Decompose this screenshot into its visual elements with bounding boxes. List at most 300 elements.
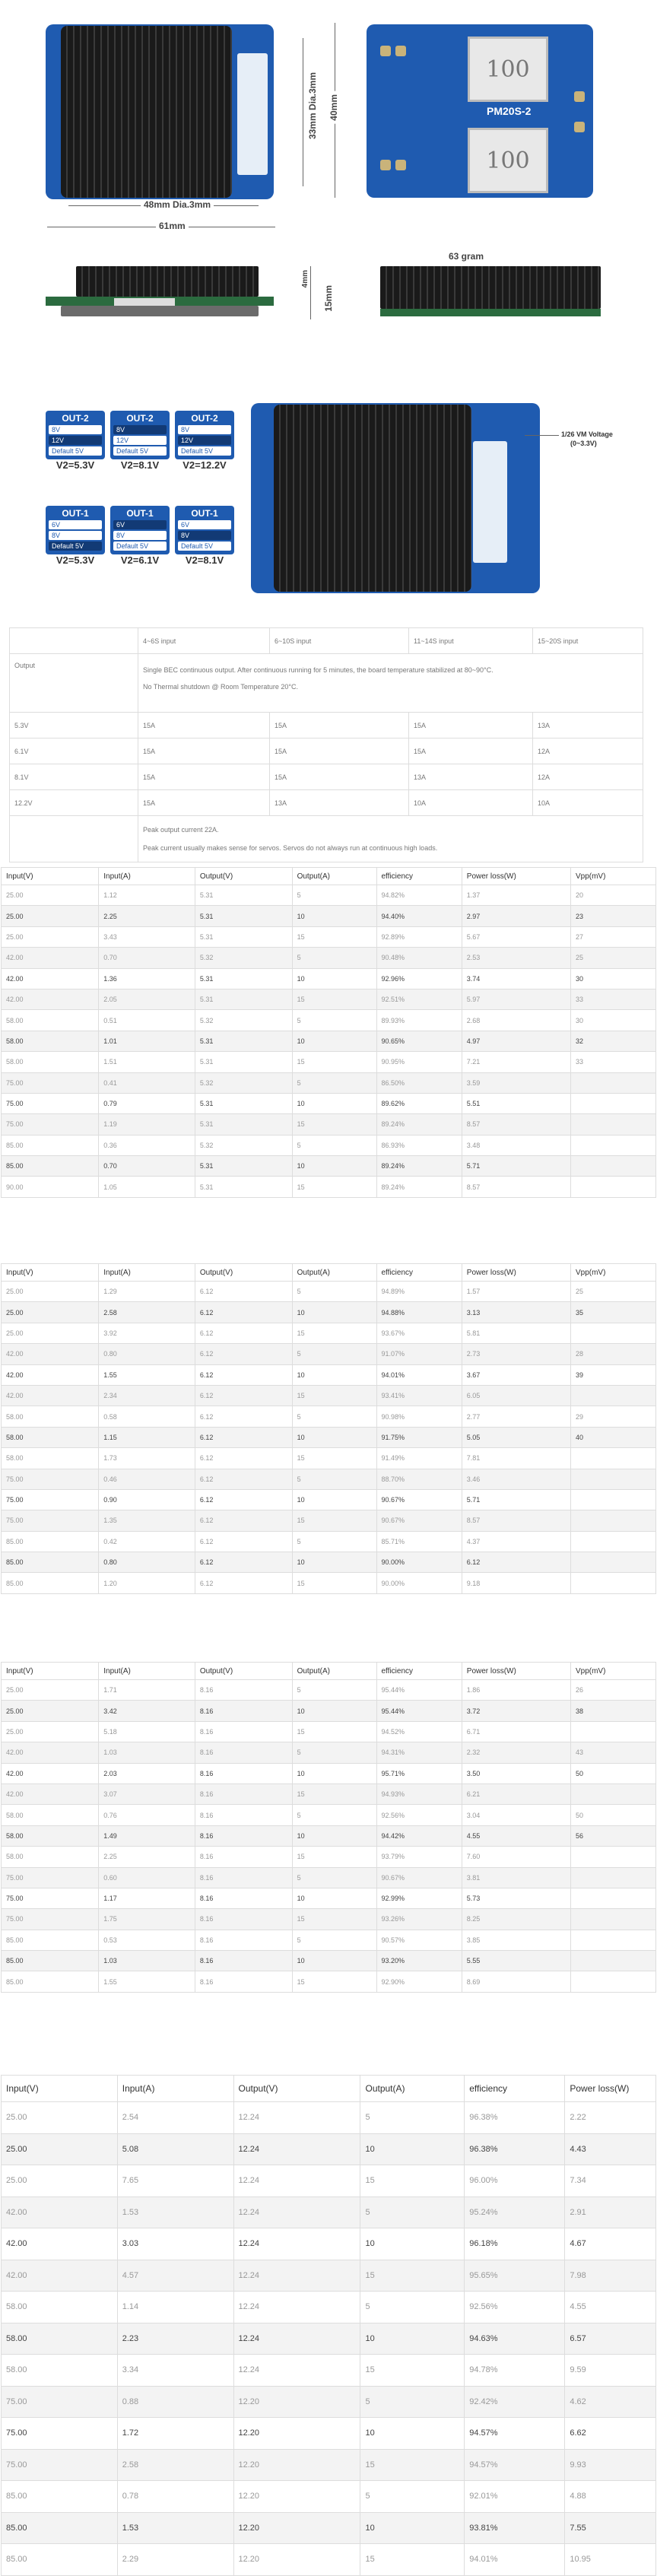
jumper-4: OUT-1 6V 8V Default 5V V2=6.1V [110, 506, 170, 566]
table-cell: 58.00 [2, 1052, 99, 1072]
table-cell: 6.12 [195, 1531, 292, 1552]
table-cell: 15 [360, 2544, 465, 2576]
table-cell: 4.55 [462, 1825, 570, 1846]
table-cell: 3.85 [462, 1930, 570, 1950]
efficiency-table-1 [1, 867, 656, 1198]
table-cell: 33 [570, 989, 655, 1009]
table-cell: 5 [360, 2196, 465, 2228]
table-cell: 2.32 [462, 1742, 570, 1763]
column-header: Power loss(W) [565, 2076, 656, 2102]
table-cell: 6.21 [462, 1784, 570, 1804]
table-cell: 92.51% [376, 989, 462, 1009]
table-cell: 94.40% [376, 906, 462, 926]
table-cell: 15 [292, 1448, 376, 1469]
table-cell: 5 [292, 1406, 376, 1427]
table-cell: 95.71% [376, 1763, 462, 1784]
table-cell: 12.24 [233, 2133, 360, 2165]
table-cell: 5.18 [99, 1721, 195, 1742]
column-header: Input(A) [99, 1264, 195, 1282]
table-cell: 8.16 [195, 1721, 292, 1742]
table-cell: 15 [360, 2449, 465, 2481]
table-row [2, 1323, 656, 1343]
table-cell: 91.75% [376, 1427, 462, 1447]
table-cell: 29 [570, 1406, 655, 1427]
column-header: Power loss(W) [462, 1264, 570, 1282]
table-cell: 42.00 [2, 2228, 118, 2260]
table-cell: 9.93 [565, 2449, 656, 2481]
table-row [2, 1721, 656, 1742]
column-header: efficiency [376, 1663, 462, 1680]
column-header: Input(V) [2, 868, 99, 885]
table-row [2, 1552, 656, 1573]
table-cell: 25.00 [2, 1282, 99, 1302]
table-cell: 42.00 [2, 948, 99, 968]
table-cell: 58.00 [2, 1406, 99, 1427]
table-cell: 58.00 [2, 2355, 118, 2387]
column-header: Output(A) [292, 1663, 376, 1680]
table-cell [570, 1323, 655, 1343]
table-cell: 42.00 [2, 2260, 118, 2292]
table-cell: 10 [292, 1427, 376, 1447]
column-header: Output(A) [292, 1264, 376, 1282]
table-row [2, 1930, 656, 1950]
table-row [2, 1805, 656, 1825]
table-cell: 8.16 [195, 1784, 292, 1804]
table-cell: 42.00 [2, 1364, 99, 1385]
table-cell: 3.13 [462, 1302, 570, 1323]
column-header: Input(V) [2, 2076, 118, 2102]
table-cell: 85.00 [2, 2544, 118, 2576]
table-cell: 85.00 [2, 2512, 118, 2544]
table-cell: 6.12 [195, 1323, 292, 1343]
table-cell: 1.35 [99, 1510, 195, 1531]
table-cell [570, 1093, 655, 1113]
table-cell: 3.74 [462, 968, 570, 989]
table-cell: 15 [292, 1573, 376, 1593]
table-cell: 12.24 [233, 2196, 360, 2228]
table-cell: 2.34 [99, 1385, 195, 1406]
table-cell [570, 1177, 655, 1197]
table-row [2, 1951, 656, 1971]
table-cell: 8.16 [195, 1701, 292, 1721]
table-cell: 93.79% [376, 1847, 462, 1867]
table-row [2, 1177, 656, 1197]
table-cell: 42.00 [2, 989, 99, 1009]
table-cell: 15 [292, 1510, 376, 1531]
table-cell: 35 [570, 1302, 655, 1323]
table-cell: 10 [292, 1031, 376, 1051]
table-cell: 95.44% [376, 1701, 462, 1721]
table-cell: 5.55 [462, 1951, 570, 1971]
table-cell [570, 1114, 655, 1135]
table-cell: 5.32 [195, 1135, 292, 1155]
table-cell: 1.53 [117, 2512, 233, 2544]
table-cell: 12.24 [233, 2228, 360, 2260]
heatsink-large [274, 405, 471, 592]
table-cell: 90.95% [376, 1052, 462, 1072]
table-row [2, 1052, 656, 1072]
table-row [2, 1114, 656, 1135]
table-cell: 3.03 [117, 2228, 233, 2260]
table-cell: 90.00% [376, 1552, 462, 1573]
table-cell: 5 [292, 1805, 376, 1825]
table-cell: 8.16 [195, 1680, 292, 1701]
table-cell: 3.59 [462, 1072, 570, 1093]
table-cell: 85.00 [2, 1531, 99, 1552]
table-row [2, 1427, 656, 1447]
column-header: Vpp(mV) [570, 1264, 655, 1282]
table-cell: 5.31 [195, 1114, 292, 1135]
table-cell: 10 [292, 906, 376, 926]
table-cell: 1.57 [462, 1282, 570, 1302]
table-cell: 5.31 [195, 926, 292, 947]
table-cell: 0.80 [99, 1552, 195, 1573]
table-cell: 2.77 [462, 1406, 570, 1427]
choke-bottom: 100 [468, 128, 548, 193]
table-row [2, 2449, 656, 2481]
column-header: Input(V) [2, 1663, 99, 1680]
table-cell: 40 [570, 1427, 655, 1447]
table-cell: 85.71% [376, 1531, 462, 1552]
table-cell: 94.57% [465, 2449, 565, 2481]
table-cell: 0.42 [99, 1531, 195, 1552]
board-side-view-left [46, 266, 274, 319]
table-cell: 5.32 [195, 1010, 292, 1031]
table-cell: 95.65% [465, 2260, 565, 2292]
table-cell: 2.97 [462, 906, 570, 926]
table-cell: 0.78 [117, 2481, 233, 2513]
table-row [2, 1031, 656, 1051]
table-cell: 94.31% [376, 1742, 462, 1763]
table-cell: 8.16 [195, 1742, 292, 1763]
table-cell: 8.57 [462, 1177, 570, 1197]
table-cell: 6.12 [195, 1510, 292, 1531]
table-cell [570, 1951, 655, 1971]
table-cell: 25.00 [2, 1323, 99, 1343]
table-cell: 58.00 [2, 2292, 118, 2323]
table-cell: 5.31 [195, 1093, 292, 1113]
jumper-2: OUT-2 8V 12V Default 5V V2=12.2V [175, 411, 234, 471]
table-cell: 91.49% [376, 1448, 462, 1469]
table-cell: 5.31 [195, 885, 292, 906]
table-cell: 10 [292, 968, 376, 989]
table-header-row [2, 1663, 656, 1680]
dim-height-outer: 40mm [328, 91, 339, 124]
table-cell: 42.00 [2, 1784, 99, 1804]
table-cell: 0.70 [99, 1156, 195, 1177]
column-header: Output(V) [195, 868, 292, 885]
table-row [2, 2481, 656, 2513]
table-cell: 30 [570, 968, 655, 989]
table-cell: 0.36 [99, 1135, 195, 1155]
table-cell: 2.58 [99, 1302, 195, 1323]
table-cell: 2.05 [99, 989, 195, 1009]
table-cell: 9.59 [565, 2355, 656, 2387]
table-cell: 10 [360, 2323, 465, 2355]
table-row [2, 1364, 656, 1385]
table-cell: 6.71 [462, 1721, 570, 1742]
table-cell [570, 1909, 655, 1930]
table-cell: 0.90 [99, 1489, 195, 1510]
table-cell: 10 [292, 1302, 376, 1323]
table-cell: 5.32 [195, 1072, 292, 1093]
table-row [2, 1282, 656, 1302]
table-row [2, 1469, 656, 1489]
table-cell: 5.71 [462, 1489, 570, 1510]
table-cell: 7.34 [565, 2165, 656, 2197]
table-row [2, 2544, 656, 2576]
table-cell: 3.72 [462, 1701, 570, 1721]
table-cell: 92.01% [465, 2481, 565, 2513]
table-row [2, 1784, 656, 1804]
table-cell: 0.70 [99, 948, 195, 968]
table-cell: 92.56% [376, 1805, 462, 1825]
column-header: Input(A) [99, 868, 195, 885]
table-cell: 5.73 [462, 1888, 570, 1908]
table-cell: 25.00 [2, 1680, 99, 1701]
table-cell: 0.60 [99, 1867, 195, 1888]
table-cell: 6.12 [195, 1448, 292, 1469]
table-cell: 75.00 [2, 1489, 99, 1510]
table-row [2, 2418, 656, 2450]
table-cell: 15 [360, 2165, 465, 2197]
table-row [2, 1909, 656, 1930]
table-cell: 1.01 [99, 1031, 195, 1051]
table-cell: 10 [292, 1825, 376, 1846]
table-cell: 12.24 [233, 2355, 360, 2387]
table-cell: 2.53 [462, 948, 570, 968]
table-cell: 85.00 [2, 1951, 99, 1971]
table-cell: 93.67% [376, 1323, 462, 1343]
table-cell: 75.00 [2, 1867, 99, 1888]
table-cell: 89.24% [376, 1156, 462, 1177]
table-cell: 1.20 [99, 1573, 195, 1593]
table-cell: 75.00 [2, 2449, 118, 2481]
table-cell: 86.93% [376, 1135, 462, 1155]
table-cell [570, 1721, 655, 1742]
table-cell: 12.20 [233, 2544, 360, 2576]
table-cell: 15 [292, 1323, 376, 1343]
weight-label: 63 gram [449, 251, 484, 262]
table-cell: 5.81 [462, 1323, 570, 1343]
table-cell: 10 [360, 2228, 465, 2260]
table-cell: 90.67% [376, 1489, 462, 1510]
table-cell: 1.75 [99, 1909, 195, 1930]
table-cell: 3.48 [462, 1135, 570, 1155]
table-cell: 6.12 [195, 1282, 292, 1302]
table-cell: 1.73 [99, 1448, 195, 1469]
table-row [2, 1531, 656, 1552]
column-header: Input(A) [117, 2076, 233, 2102]
table-cell: 4.43 [565, 2133, 656, 2165]
table-cell: 27 [570, 926, 655, 947]
table-row [2, 926, 656, 947]
table-cell: 1.03 [99, 1951, 195, 1971]
table-cell: 9.18 [462, 1573, 570, 1593]
table-cell: 15 [292, 1114, 376, 1135]
jumper-3: OUT-1 6V 8V Default 5V V2=5.3V [46, 506, 105, 566]
table-cell: 6.12 [195, 1364, 292, 1385]
table-cell: 3.46 [462, 1469, 570, 1489]
table-cell: 5 [292, 1010, 376, 1031]
dim-width-inner: 48mm Dia.3mm [141, 199, 214, 210]
table-cell: 92.42% [465, 2386, 565, 2418]
table-row [2, 1680, 656, 1701]
table-cell: 0.51 [99, 1010, 195, 1031]
table-cell: 15 [292, 1721, 376, 1742]
efficiency-table-2 [1, 1263, 656, 1594]
table-cell [570, 1867, 655, 1888]
table-cell: 10 [360, 2512, 465, 2544]
table-cell [570, 1072, 655, 1093]
table-row [2, 2292, 656, 2323]
table-cell: 5 [292, 1072, 376, 1093]
table-cell: 92.89% [376, 926, 462, 947]
table-cell: 58.00 [2, 1805, 99, 1825]
table-cell: 8.16 [195, 1909, 292, 1930]
table-cell: 5.31 [195, 1156, 292, 1177]
table-cell: 96.18% [465, 2228, 565, 2260]
table-cell: 8.16 [195, 1930, 292, 1950]
table-cell: 5 [292, 948, 376, 968]
table-cell: 85.00 [2, 1135, 99, 1155]
table-cell: 2.91 [565, 2196, 656, 2228]
table-cell: 75.00 [2, 1469, 99, 1489]
table-cell: 1.12 [99, 885, 195, 906]
table-cell: 12.24 [233, 2292, 360, 2323]
table-cell: 90.67% [376, 1867, 462, 1888]
table-cell: 2.73 [462, 1344, 570, 1364]
table-cell: 5 [360, 2292, 465, 2323]
table-cell: 25 [570, 948, 655, 968]
table-cell: 58.00 [2, 1825, 99, 1846]
table-row [2, 1010, 656, 1031]
table-cell: 10 [292, 1156, 376, 1177]
table-cell: 1.15 [99, 1427, 195, 1447]
table-cell: 6.12 [462, 1552, 570, 1573]
table-cell: 5.51 [462, 1093, 570, 1113]
table-cell: 58.00 [2, 1847, 99, 1867]
table-cell: 75.00 [2, 2386, 118, 2418]
dim-width-outer: 61mm [156, 221, 189, 231]
table-cell: 8.57 [462, 1114, 570, 1135]
table-cell: 90.00% [376, 1573, 462, 1593]
table-row [2, 1763, 656, 1784]
table-header-row [2, 2076, 656, 2102]
label-strip-large [473, 441, 507, 563]
table-cell: 93.81% [465, 2512, 565, 2544]
table-cell: 5 [292, 1531, 376, 1552]
table-cell: 7.55 [565, 2512, 656, 2544]
table-cell: 6.12 [195, 1573, 292, 1593]
table-cell: 85.00 [2, 1573, 99, 1593]
table-cell: 8.16 [195, 1867, 292, 1888]
table-cell: 8.25 [462, 1909, 570, 1930]
column-header: Output(A) [360, 2076, 465, 2102]
table-cell: 7.81 [462, 1448, 570, 1469]
table-cell: 58.00 [2, 1031, 99, 1051]
table-cell: 42.00 [2, 1385, 99, 1406]
table-cell: 50 [570, 1763, 655, 1784]
table-cell [570, 1971, 655, 1992]
table-cell: 0.88 [117, 2386, 233, 2418]
table-row [2, 2133, 656, 2165]
table-row [2, 2386, 656, 2418]
table-cell: 95.24% [465, 2196, 565, 2228]
table-cell: 23 [570, 906, 655, 926]
column-header: efficiency [465, 2076, 565, 2102]
table-cell: 15 [360, 2260, 465, 2292]
table-cell: 28 [570, 1344, 655, 1364]
table-cell: 25.00 [2, 926, 99, 947]
table-cell: 7.65 [117, 2165, 233, 2197]
efficiency-table-3 [1, 1662, 656, 1993]
vm-note-line2: (0~3.3V) [570, 440, 597, 447]
table-cell: 91.07% [376, 1344, 462, 1364]
table-cell: 50 [570, 1805, 655, 1825]
table-cell: 38 [570, 1701, 655, 1721]
table-cell: 25.00 [2, 2102, 118, 2134]
table-cell: 15 [292, 1909, 376, 1930]
table-cell: 1.03 [99, 1742, 195, 1763]
table-cell: 1.29 [99, 1282, 195, 1302]
column-header: efficiency [376, 1264, 462, 1282]
table-cell: 39 [570, 1364, 655, 1385]
table-cell: 3.50 [462, 1763, 570, 1784]
table-cell: 5 [360, 2102, 465, 2134]
table-row [2, 1510, 656, 1531]
table-cell: 75.00 [2, 1072, 99, 1093]
table-cell: 42.00 [2, 1763, 99, 1784]
table-cell: 89.24% [376, 1177, 462, 1197]
table-cell: 6.57 [565, 2323, 656, 2355]
table-cell: 10 [292, 1701, 376, 1721]
column-header: Input(V) [2, 1264, 99, 1282]
table-row [2, 948, 656, 968]
table-row [2, 1072, 656, 1093]
table-cell: 0.58 [99, 1406, 195, 1427]
board-name: PM20S-2 [487, 105, 532, 117]
table-cell: 15 [292, 1177, 376, 1197]
table-cell: 1.55 [99, 1971, 195, 1992]
vm-note-line1: 1/26 VM Voltage [561, 430, 613, 438]
table-cell: 5 [292, 1344, 376, 1364]
table-cell: 90.65% [376, 1031, 462, 1051]
column-header: Output(A) [292, 868, 376, 885]
table-cell: 92.56% [465, 2292, 565, 2323]
top-view-section [0, 0, 657, 365]
table-cell: 5 [292, 1469, 376, 1489]
table-cell: 12.20 [233, 2418, 360, 2450]
table-cell: 1.14 [117, 2292, 233, 2323]
table-cell: 1.71 [99, 1680, 195, 1701]
table-cell [570, 1135, 655, 1155]
table-cell: 25.00 [2, 1701, 99, 1721]
jumper-section [0, 395, 657, 601]
table-row [2, 1489, 656, 1510]
table-cell: 94.52% [376, 1721, 462, 1742]
table-cell: 3.43 [99, 926, 195, 947]
table-cell: 15 [292, 1847, 376, 1867]
table-cell: 5.08 [117, 2133, 233, 2165]
table-cell: 2.25 [99, 1847, 195, 1867]
table-cell: 32 [570, 1031, 655, 1051]
jumper-5: OUT-1 6V 8V Default 5V V2=8.1V [175, 506, 234, 566]
heatsink-top [61, 26, 232, 198]
table-cell: 25.00 [2, 885, 99, 906]
table-header-row [2, 868, 656, 885]
table-cell: 85.00 [2, 1971, 99, 1992]
